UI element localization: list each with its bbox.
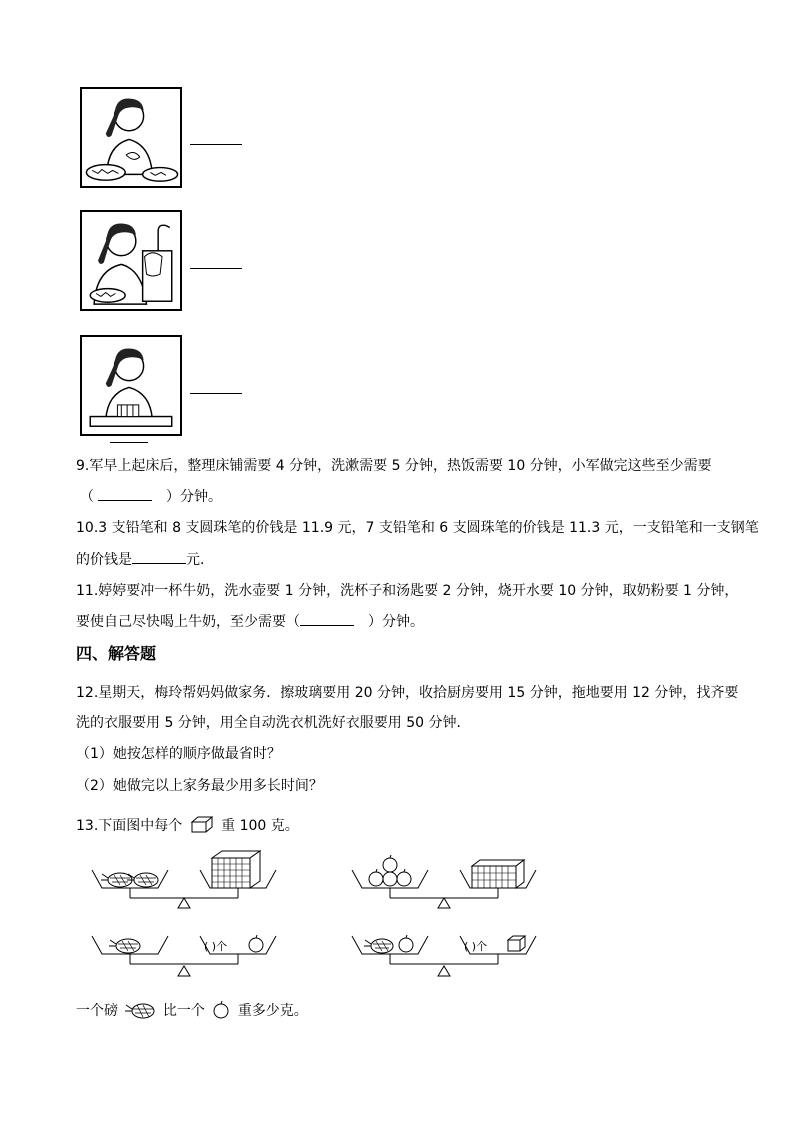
scale-2 xyxy=(348,848,548,916)
q13-final-post: 重多少克。 xyxy=(237,1003,308,1019)
cube-block-icon xyxy=(472,860,524,888)
q10-text-pre: 的价钱是 xyxy=(76,552,132,568)
q10-line2 xyxy=(76,549,214,570)
scale-3 xyxy=(88,924,288,984)
q10-answer-blank[interactable] xyxy=(132,549,186,564)
pineapple-icon xyxy=(127,873,158,887)
q9-open-paren: （ xyxy=(80,489,94,505)
q13-intro-pre: 13.下面图中每个 xyxy=(76,818,183,834)
section-title: 四、解答题 xyxy=(76,644,157,663)
apple-icon xyxy=(397,869,411,886)
cube-block-icon xyxy=(212,851,260,888)
q9-line1: 9.军早上起床后，整理床铺需要 4 分钟，洗漱需要 5 分钟，热饭需要 10 分钟，小军做完这些至少需要 xyxy=(76,458,712,474)
q12-sub1: （1）她按怎样的顺序做最省时？ xyxy=(76,746,281,762)
apple-icon xyxy=(210,1000,232,1020)
pineapple-icon xyxy=(109,939,140,953)
q11-answer-blank[interactable] xyxy=(300,611,354,626)
q13-final-pre: 一个磅 xyxy=(76,1003,118,1019)
apple-icon xyxy=(369,869,383,886)
cube-icon xyxy=(508,936,525,951)
q10-text-post: 元． xyxy=(186,552,214,568)
q12-line1: 12.星期天，梅玲帮妈妈做家务．擦玻璃要用 20 分钟，收拾厨房要用 15 分钟，拖地要用 12 分钟，找齐要 xyxy=(76,685,739,701)
apple-icon xyxy=(399,935,413,952)
q11-line1: 11.婷婷要冲一杯牛奶，洗水壶要 1 分钟，洗杯子和汤匙要 2 分钟，烧开水要 10 分钟，取奶粉要 1 分钟， xyxy=(76,583,739,599)
q11-text-pre: 要使自己尽快喝上牛奶，至少需要（ xyxy=(76,614,300,630)
answer-line-1[interactable] xyxy=(190,144,242,145)
q10-line1: 10.3 支铅笔和 8 支圆珠笔的价钱是 11.9 元，7 支铅笔和 6 支圆珠笔的价钱是 11.3 元，一支铅笔和一支钢笔 xyxy=(76,520,759,536)
cube-icon xyxy=(189,814,215,834)
scale-3-label: ( )个 xyxy=(204,940,228,953)
scale-4 xyxy=(348,924,548,984)
q13-final xyxy=(76,1000,308,1021)
picture-girl-washing xyxy=(80,210,182,311)
q9-close-paren: ）分钟。 xyxy=(166,489,222,505)
q9-answer-blank[interactable] xyxy=(98,486,152,501)
q12-sub2: （2）她做完以上家务最少用多长时间？ xyxy=(76,778,323,794)
scale-1 xyxy=(88,848,288,916)
pineapple-icon xyxy=(364,939,393,953)
answer-line-4[interactable] xyxy=(110,442,148,443)
q13-final-mid: 比一个 xyxy=(162,1003,205,1019)
q9-line2 xyxy=(80,486,222,507)
q13-intro-post: 重 100 克。 xyxy=(221,818,299,834)
answer-line-3[interactable] xyxy=(190,393,242,394)
picture-girl-chopping xyxy=(80,335,182,436)
pineapple-icon xyxy=(123,1000,157,1020)
q11-text-post: ）分钟。 xyxy=(368,614,424,630)
apple-icon xyxy=(383,855,397,872)
q13-intro xyxy=(76,814,299,836)
apple-icon xyxy=(249,935,263,952)
q12-line2: 洗的衣服要用 5 分钟，用全自动洗衣机洗好衣服要用 50 分钟． xyxy=(76,715,471,731)
picture-girl-peeling xyxy=(80,87,182,188)
answer-line-2[interactable] xyxy=(190,268,242,269)
q11-line2 xyxy=(76,611,424,632)
scale-4-label: ( )个 xyxy=(464,940,488,953)
